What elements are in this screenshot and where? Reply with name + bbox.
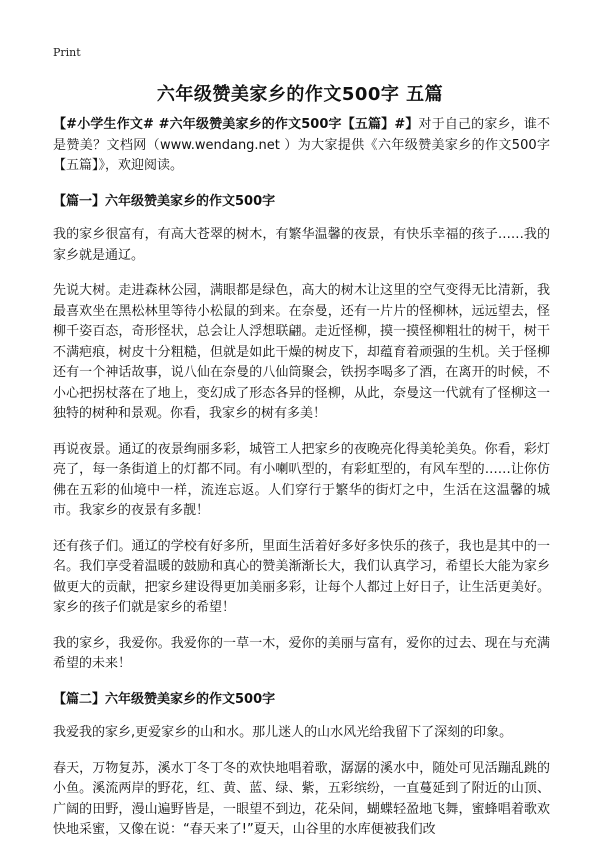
essay1-paragraph: 先说大树。走进森林公园，满眼都是绿色，高大的树木让这里的空气变得无比清新，我最喜欢坐在黑松林里等待小松鼠的到来。在奈曼，还有一片片的怪柳林，远远望去，怪柳千姿百态，奇形怪状，总会让人浮想联翩。走近怪柳，摸一摸怪柳粗壮的树干，树干不满疤痕，树皮十分粗糙，但就是如此干燥的树皮下，却蕴育着顽强的生机。关于怪柳还有一个神话故事，说八仙在奈曼的八仙筒聚会，铁拐李喝多了酒，在离开的时候，不小心把拐杖落在了地上，变幻成了形态各异的怪柳，从此，奈曼这一代就有了怪柳这一独特的树种和景观。你看，我家乡的树有多美！ (53, 283, 550, 421)
essay1-paragraph: 我的家乡很富有，有高大苍翠的树木，有繁华温馨的夜景，有快乐幸福的孩子……我的家乡就是通辽。 (53, 227, 550, 263)
intro-paragraph (53, 115, 550, 177)
essay2-paragraph: 我爱我的家乡,更爱家乡的山和水。那儿迷人的山水风光给我留下了深刻的印象。 (53, 725, 513, 740)
essay1-paragraph: 再说夜景。通辽的夜景绚丽多彩，城管工人把家乡的夜晚亮化得美轮美奂。你看，彩灯亮了，每一条街道上的灯都不同。有小喇叭型的，有彩虹型的，有风车型的……让你仿佛在五彩的仙境中一样，流连忘返。人们穿行于繁华的街灯之中，生活在这温馨的城市。我家乡的夜景有多靓！ (53, 441, 550, 518)
intro-tag: 【#小学生作文# #六年级赞美家乡的作文500字【五篇】#】 (53, 117, 419, 132)
essay1-paragraph: 还有孩子们。通辽的学校有好多所，里面生活着好多好多快乐的孩子，我也是其中的一名。我们享受着温暖的鼓励和真心的赞美渐渐长大，我们认真学习，希望长大能为家乡做更大的贡献，把家乡建设得更加美丽多彩，让每个人都过上好日子，让生活更美好。家乡的孩子们就是家乡的希望！ (53, 538, 550, 615)
intro-text: 对于自己的家乡，谁不是赞美？文档网（www.wendang.net ）为大家提供《六年级赞美家乡的作文500字【五篇】》，欢迎阅读。 (53, 117, 550, 173)
essay1-paragraph: 我的家乡，我爱你。我爱你的一草一木，爱你的美丽与富有，爱你的过去、现在与充满希望的未来！ (53, 635, 550, 671)
essay2-heading: 【篇二】六年级赞美家乡的作文500字 (53, 691, 276, 707)
essay2-paragraph: 春天，万物复苏，溪水丁冬丁冬的欢快地唱着歌，潺潺的溪水中，随处可见活蹦乱跳的小鱼。溪流两岸的野花，红、黄、蓝、绿、紫，五彩缤纷，一直蔓延到了附近的山顶、广阔的田野，漫山遍野皆是，一眼望不到边，花朵间，蝴蝶轻盈地飞舞，蜜蜂唱着歌欢快地采蜜，又像在说：“春天来了!”夏天，山谷里的水库便被我们改 (53, 760, 550, 837)
page-title: 六年级赞美家乡的作文500字 五篇 (156, 84, 444, 105)
article-body (53, 115, 550, 856)
essay1-heading: 【篇一】六年级赞美家乡的作文500字 (53, 193, 276, 209)
print-label: Print (53, 46, 81, 59)
